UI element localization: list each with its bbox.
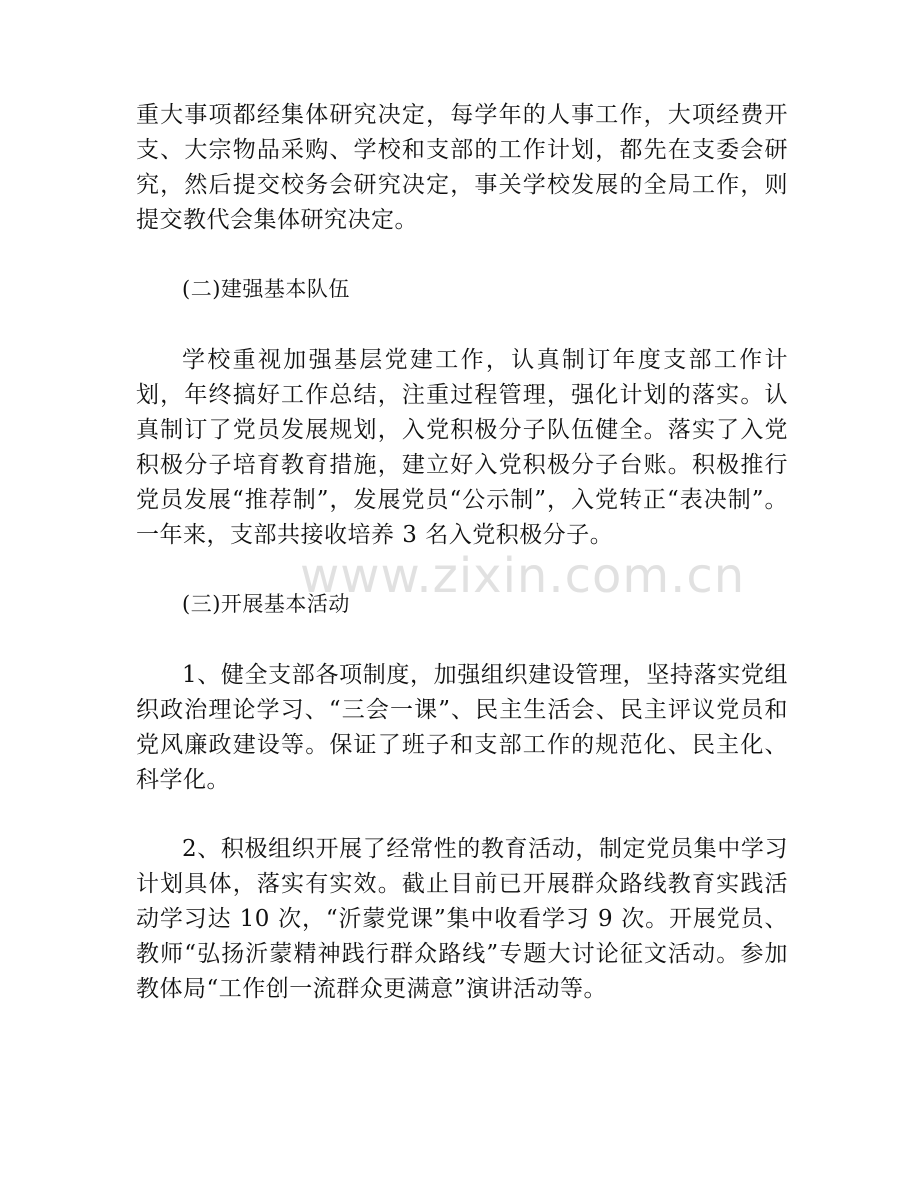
paragraph-team-building: 学校重视加强基层党建工作，认真制订年度支部工作计划，年终搞好工作总结，注重过程管理，强化计划的落实。认真制订了党员发展规划，入党积极分子队伍健全。落实了入党积极分子培育教育措施，建立好入党积极分子台账。积极推行党员发展“推荐制”，发展党员“公示制”，入党转正“表决制”。一年来，支部共接收培养 3 名入党积极分子。 — [136, 347, 788, 548]
watermark: www.zixin.com.cn — [300, 548, 746, 604]
paragraph-continuation: 重大事项都经集体研究决定，每学年的人事工作，大项经费开支、大宗物品采购、学校和支部的工作计划，都先在支委会研究，然后提交校务会研究决定，事关学校发展的全局工作，则提交教代会集体研究决定。 — [136, 102, 788, 233]
paragraph-item-2: 2、积极组织开展了经常性的教育活动，制定党员集中学习计划具体，落实有实效。截止目前已开展群众路线教育实践活动学习达 10 次，“沂蒙党课”集中收看学习 9 次。开展党员、教师“弘扬沂蒙精神践行群众路线”专题大讨论征文活动。参加教体局“工作创一流群众更满意”演讲活动等。 — [136, 836, 788, 1002]
paragraph-item-1: 1、健全支部各项制度，加强组织建设管理，坚持落实党组织政治理论学习、“三会一课”、民主生活会、民主评议党员和党风廉政建设等。保证了班子和支部工作的规范化、民主化、科学化。 — [136, 662, 788, 793]
section-heading-2: (二)建强基本队伍 — [182, 277, 350, 301]
section-heading-3: (三)开展基本活动 — [182, 592, 350, 616]
document-body — [136, 98, 788, 1007]
